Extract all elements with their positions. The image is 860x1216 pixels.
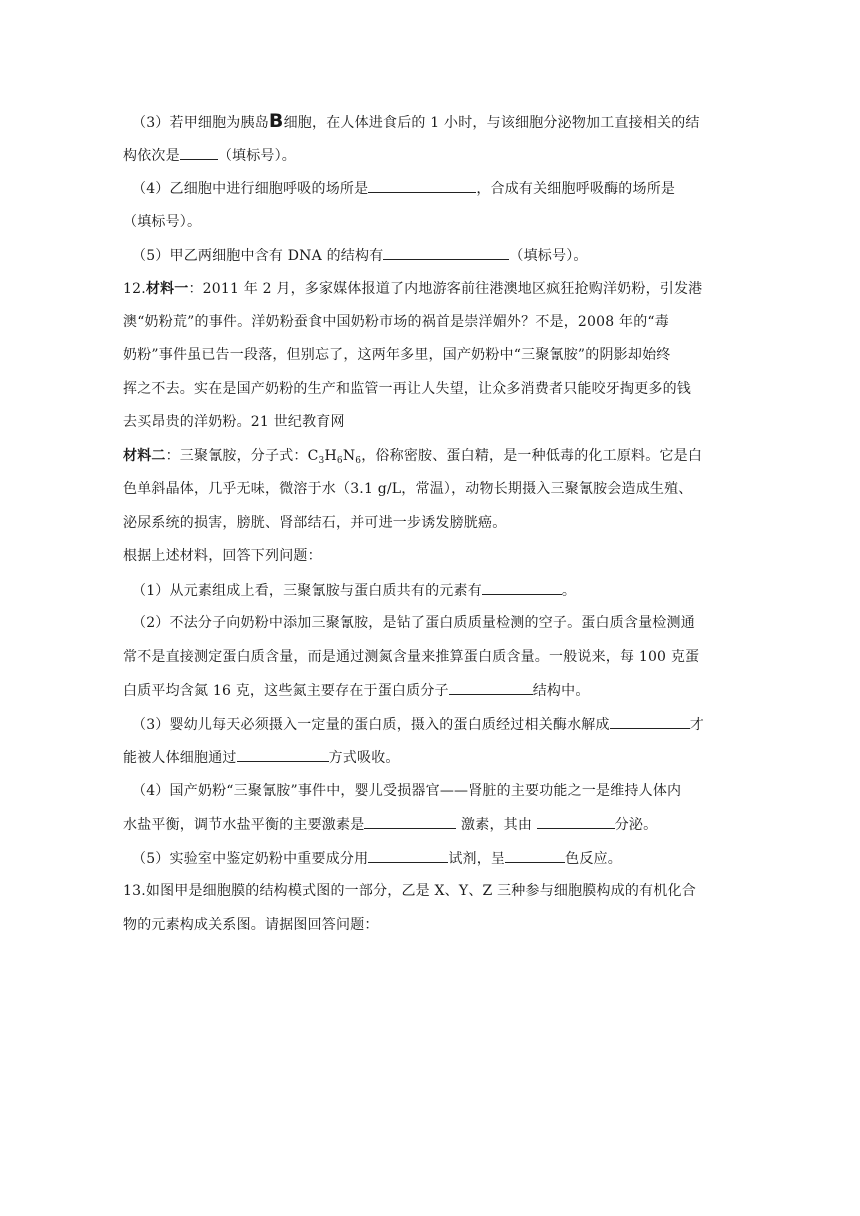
q12-material1-line2 <box>123 312 743 332</box>
text: 构依次是 <box>123 148 180 164</box>
answer-blank[interactable] <box>368 178 476 193</box>
text: 物的元素构成关系图。请据图回答问题： <box>123 917 379 933</box>
text: （3）若甲细胞为胰岛 <box>132 115 269 131</box>
answer-blank[interactable] <box>537 814 615 829</box>
text: 方式吸收。 <box>328 750 400 766</box>
text: 去买昂贵的洋奶粉。21 世纪教育网 <box>123 414 345 430</box>
q12-prompt <box>123 546 743 566</box>
text: 奶粉”事件虽已告一段落，但别忘了，这两年多里，国产奶粉中“三聚氰胺”的阴影却始终 <box>123 347 671 363</box>
text: 结构中。 <box>532 683 590 699</box>
material-label: 材料二 <box>123 448 166 464</box>
text: （4）乙细胞中进行细胞呼吸的场所是 <box>132 181 369 197</box>
text: N <box>342 448 356 464</box>
text: （5）甲乙两细胞中含有 DNA 的结构有 <box>132 248 384 264</box>
answer-blank[interactable] <box>482 580 562 595</box>
text: （填标号）。 <box>123 214 202 230</box>
text: （1）从元素组成上看，三聚氰胺与蛋白质共有的元素有 <box>132 583 482 599</box>
q12-sub4-line2 <box>123 814 743 835</box>
text: 激素，其由 <box>456 817 537 833</box>
text: 13.如图甲是细胞膜的结构模式图的一部分，乙是 X、Y、Z 三种参与细胞膜构成的有机化合 <box>123 883 696 899</box>
text: ，合成有关细胞呼吸酶的场所是 <box>476 181 676 197</box>
text: （5）实验室中鉴定奶粉中重要成分用 <box>132 851 369 867</box>
letter-b: B <box>268 110 284 132</box>
text: 泌尿系统的损害，膀胱、肾部结石，并可进一步诱发膀胱癌。 <box>123 515 507 531</box>
text: H <box>324 448 337 464</box>
answer-blank[interactable] <box>610 714 690 729</box>
q12-material2-line3 <box>123 513 743 533</box>
answer-blank[interactable] <box>383 245 509 260</box>
text: 挥之不去。实在是国产奶粉的生产和监管一再让人失望，让众多消费者只能咬牙掏更多的钱 <box>123 381 691 397</box>
text: 常不是直接测定蛋白质含量，而是通过测氮含量来推算蛋白质含量。一般说来，每 100 克蛋 <box>123 649 700 665</box>
q12-sub2-line2 <box>123 647 743 667</box>
text: （填标号）。 <box>509 248 588 264</box>
answer-blank[interactable] <box>180 145 218 160</box>
q12-sub3-line2 <box>123 747 743 768</box>
text: 色反应。 <box>565 851 622 867</box>
text: 分泌。 <box>614 817 658 833</box>
answer-blank[interactable] <box>364 814 456 829</box>
q12-sub1 <box>132 580 752 601</box>
text: 才 <box>689 717 704 733</box>
answer-blank[interactable] <box>505 848 565 863</box>
q12-sub4-line1 <box>132 781 752 801</box>
subscript: 3 <box>318 456 325 466</box>
q12-material1-line5 <box>123 412 743 432</box>
text: ：三聚氰胺，分子式：C <box>165 448 319 464</box>
text: 。 <box>561 583 577 599</box>
text: 白质平均含氮 16 克，这些氮主要存在于蛋白质分子 <box>123 683 449 699</box>
material-label: 材料一 <box>145 281 189 297</box>
q12-sub5 <box>132 848 752 869</box>
text: 细胞，在人体进食后的 1 小时，与该细胞分泌物加工直接相关的结 <box>283 115 700 131</box>
subscript: 6 <box>355 456 362 466</box>
text: 根据上述材料，回答下列问题： <box>123 548 322 564</box>
q12-material2-line1 <box>123 446 743 471</box>
q12-material1-line1 <box>123 279 743 299</box>
question-number: 12. <box>123 281 146 297</box>
q12-sub3-line1 <box>132 714 752 735</box>
q12-material1-line4 <box>123 379 743 399</box>
text: （3）婴幼儿每天必须摄入一定量的蛋白质，摄入的蛋白质经过相关酶水解成 <box>132 717 610 733</box>
text: 能被人体细胞通过 <box>123 750 237 766</box>
text: ，俗称密胺、蛋白精，是一种低毒的化工原料。它是白 <box>361 448 703 464</box>
answer-blank[interactable] <box>449 680 533 695</box>
text: （4）国产奶粉“三聚氰胺”事件中，婴儿受损器官——肾脏的主要功能之一是维持人体内 <box>132 783 682 799</box>
text: 试剂，呈 <box>448 851 506 867</box>
q11-part4-line2 <box>123 212 743 232</box>
q11-part3-line1 <box>132 111 752 133</box>
answer-blank[interactable] <box>368 848 448 863</box>
q12-sub2-line1 <box>132 613 752 633</box>
q11-part5 <box>132 245 752 266</box>
text: 澳“奶粉荒”的事件。洋奶粉蚕食中国奶粉市场的祸首是崇洋媚外？不是，2008 年的“毒 <box>123 314 669 330</box>
q12-material1-line3 <box>123 345 743 365</box>
q13-line1 <box>123 881 743 901</box>
text: 水盐平衡，调节水盐平衡的主要激素是 <box>123 817 365 833</box>
q13-line2 <box>123 915 743 935</box>
text: （填标号）。 <box>217 148 297 164</box>
q11-part4-line1 <box>132 178 752 199</box>
q12-sub2-line3 <box>123 680 743 701</box>
text: （2）不法分子向奶粉中添加三聚氰胺，是钻了蛋白质质量检测的空子。蛋白质含量检测通 <box>132 615 695 631</box>
text: ：2011 年 2 月，多家媒体报道了内地游客前往港澳地区疯狂抢购洋奶粉，引发港 <box>188 281 703 297</box>
answer-blank[interactable] <box>237 747 329 762</box>
subscript: 6 <box>336 456 343 466</box>
text: 色单斜晶体，几乎无味，微溶于水（3.1 g/L，常温），动物长期摄入三聚氰胺会造成生殖、 <box>123 481 693 497</box>
q11-part3-line2 <box>123 145 743 166</box>
q12-material2-line2 <box>123 479 743 499</box>
